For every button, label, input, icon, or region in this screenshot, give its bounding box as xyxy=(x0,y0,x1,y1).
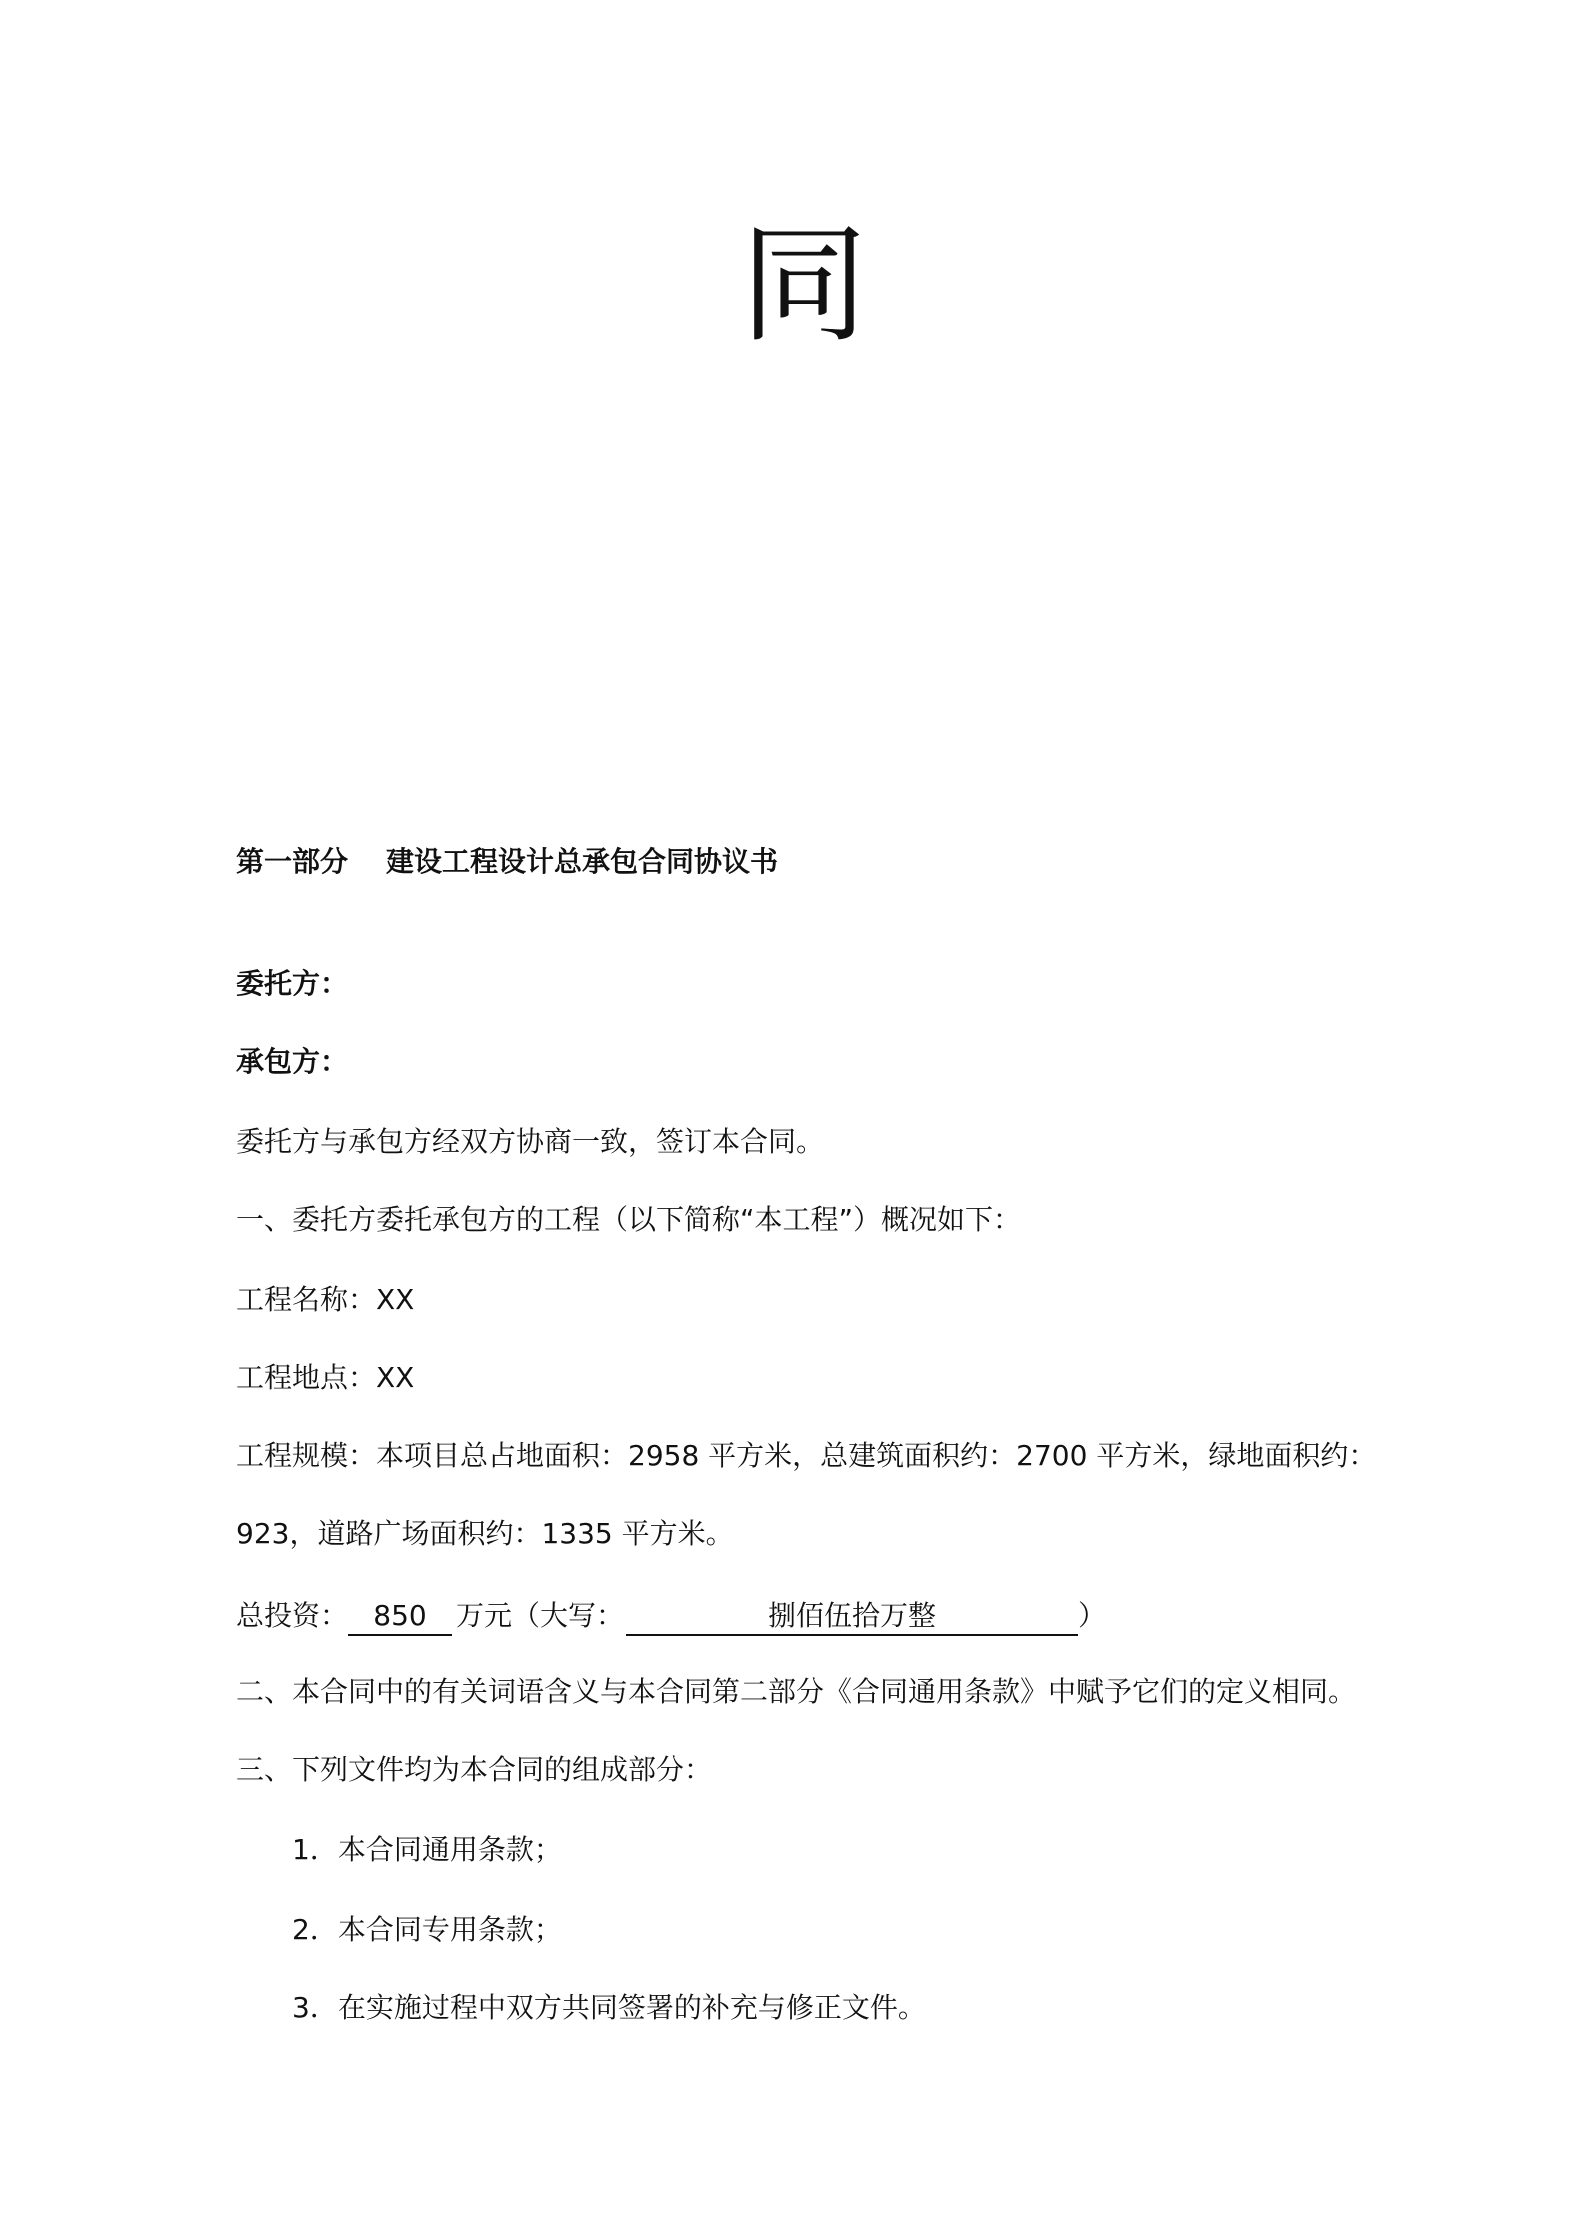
client-label: 委托方： xyxy=(236,967,349,1000)
clause2-text: 二、本合同中的有关词语含义与本合同第二部分《合同通用条款》中赋予它们的定义相同。 xyxy=(236,1675,1357,1708)
clause3-heading: 三、下列文件均为本合同的组成部分： xyxy=(236,1753,713,1786)
investment-amount-words: 捌佰伍拾万整 xyxy=(626,1598,1078,1636)
project-scale-line1: 工程规模：本项目总占地面积：2958 平方米，总建筑面积约：2700 平方米，绿地面积约： xyxy=(236,1439,1377,1472)
clause3-item-3: 3．在实施过程中双方共同签署的补充与修正文件。 xyxy=(292,1991,926,2024)
clause3-item-2: 2．本合同专用条款； xyxy=(292,1913,562,1946)
investment-unit: 万元（大写： xyxy=(456,1599,625,1632)
contractor-label: 承包方： xyxy=(236,1045,349,1078)
clause3-item-1: 1．本合同通用条款； xyxy=(292,1833,562,1866)
clause1-heading: 一、委托方委托承包方的工程（以下简称“本工程”）概况如下： xyxy=(236,1203,1022,1236)
section-heading xyxy=(236,842,778,882)
investment-close: ） xyxy=(1078,1599,1107,1632)
project-name: 工程名称：XX xyxy=(236,1283,415,1316)
investment-label: 总投资： xyxy=(236,1599,349,1632)
section-title: 建设工程设计总承包合同协议书 xyxy=(386,845,779,878)
intro-text: 委托方与承包方经双方协商一致，签订本合同。 xyxy=(236,1125,825,1158)
project-scale-line2: 923，道路广场面积约：1335 平方米。 xyxy=(236,1517,734,1550)
investment-line xyxy=(236,1596,1106,1636)
cover-title: 同 xyxy=(740,211,869,360)
project-location: 工程地点：XX xyxy=(236,1361,415,1394)
section-part-label: 第一部分 xyxy=(236,845,349,878)
investment-amount: 850 xyxy=(348,1598,452,1636)
